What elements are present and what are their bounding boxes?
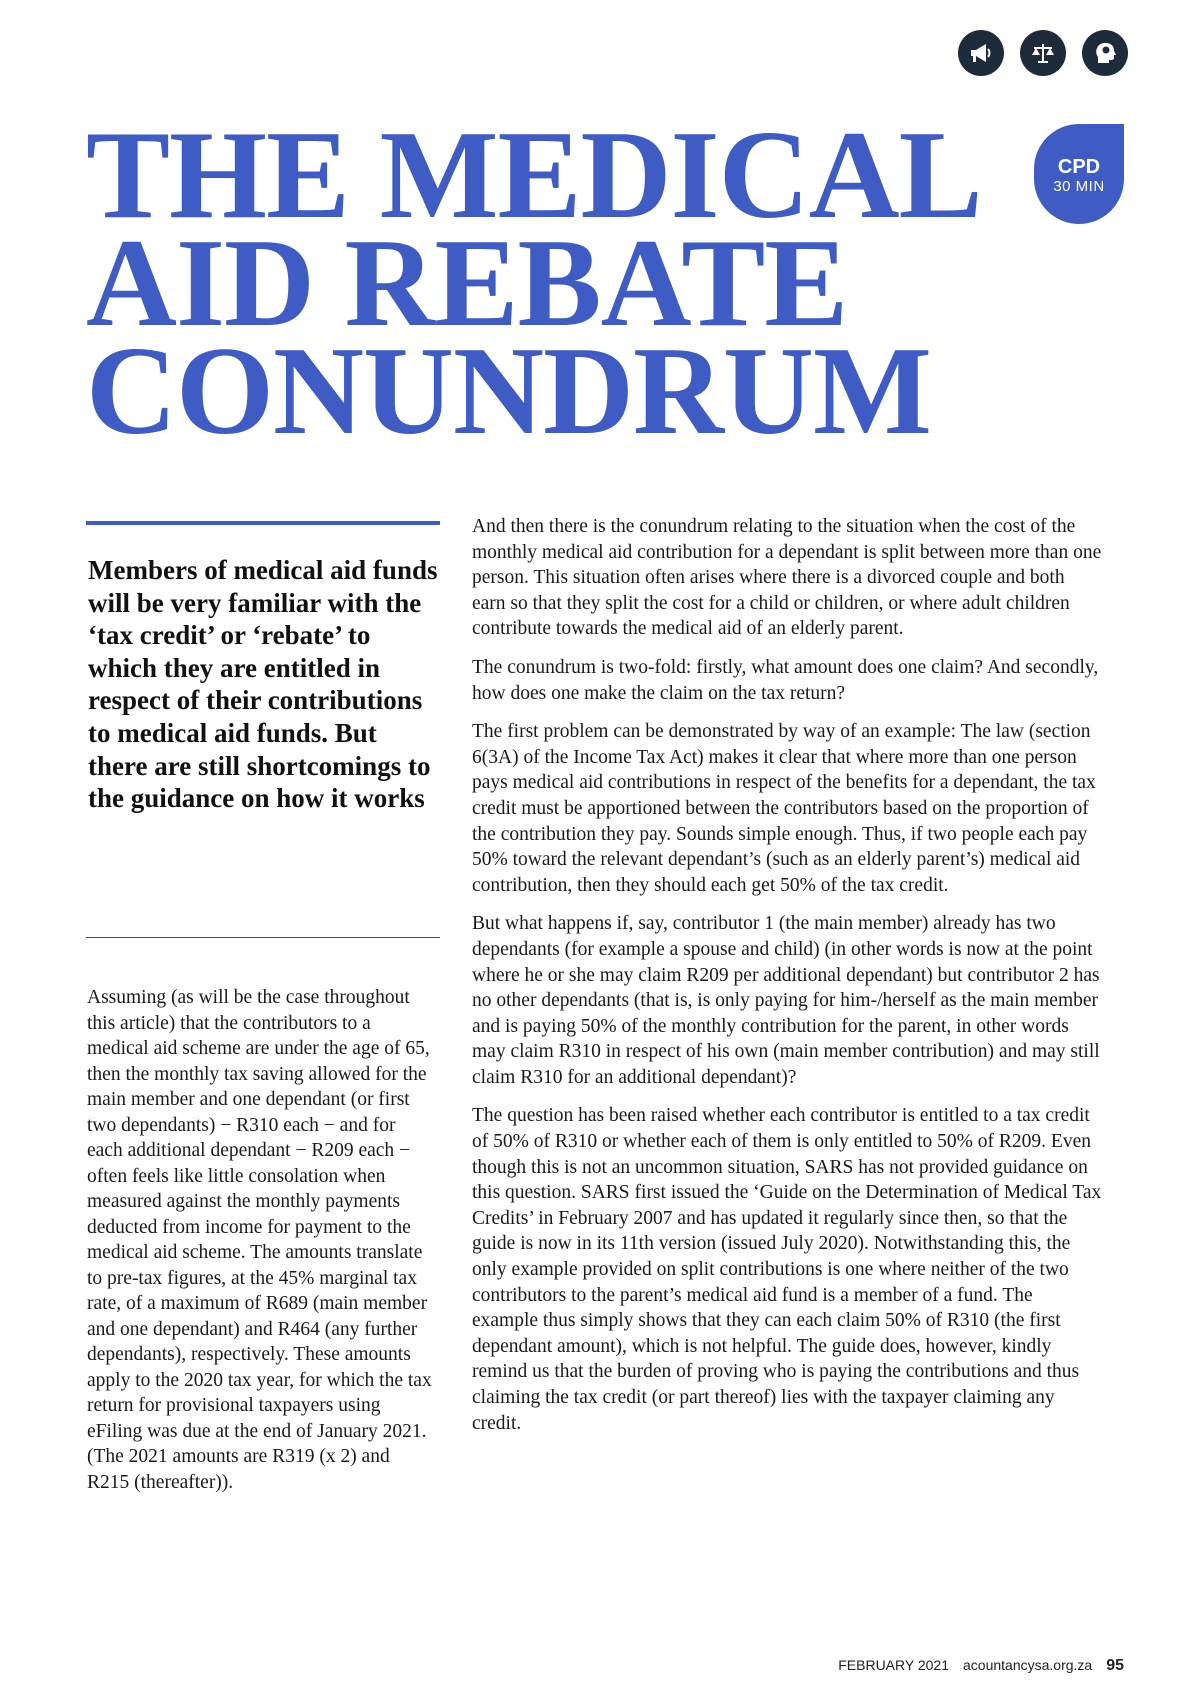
page-footer bbox=[0, 1657, 1124, 1675]
right-paragraph-4: But what happens if, say, contributor 1 (the main member) already has two dependants (for example a spouse and child) (in other words is now at the point where he or she may claim R209 per additional dependant) but contributor 2 has no other dependants (that is, is only paying for him-/herself as the main member and is paying 50% of the monthly contribution for the parent, in other words may claim R310 in respect of his own (main member contribution) and may still claim R310 for an additional dependant)? bbox=[472, 913, 1100, 1088]
title-line-1: THE MEDICAL bbox=[86, 106, 982, 245]
right-paragraph-1: And then there is the conundrum relating to the situation when the cost of the monthly medical aid contribution for a dependant is split between more than one person. This situation often arises where there is a divorced couple and both earn so that they split the cost for a child or children, or where adult children contribute towards the medical aid of an elderly parent. bbox=[472, 516, 1102, 640]
right-paragraph-5: The question has been raised whether each contributor is entitled to a tax credit of 50% of R310 or whether each of them is only entitled to 50% of R209. Even though this is not an uncommon situation, SARS has not provided guidance on this question. SARS first issued the ‘Guide on the Determination of Medical Tax Credits’ in February 2007 and has updated it regularly since then, so that the guide is now in its 11th version (issued July 2020). Notwithstanding this, the only example provided on split contributions is one where neither of the two contributors to the parent’s medical aid fund is a member of a fund. The example thus simply shows that they can each claim 50% of R310 (the first dependant amount), which is not helpful. The guide does, however, kindly remind us that the burden of proving who is paying the contributions and thus claiming the tax credit (or part thereof) lies with the taxpayer claiming any credit. bbox=[472, 1105, 1102, 1434]
intro-standfirst: Members of medical aid funds will be very familiar with the ‘tax credit’ or ‘rebate’ to which they are entitled in respect of their contributions to medical aid funds. But there are still shortcomings to the guidance on how it works bbox=[88, 555, 438, 814]
right-paragraph-2: The conundrum is two-fold: firstly, what amount does one claim? And secondly, how does one make the claim on the tax return? bbox=[472, 656, 1099, 704]
intro-top-rule bbox=[86, 521, 440, 525]
right-column bbox=[472, 514, 1102, 1436]
left-column bbox=[87, 985, 432, 1495]
head-icon bbox=[1082, 30, 1128, 76]
cpd-badge bbox=[1034, 124, 1124, 224]
megaphone-icon bbox=[958, 30, 1004, 76]
article-title bbox=[86, 106, 982, 461]
cpd-label: CPD bbox=[1057, 156, 1101, 178]
title-line-2: AID REBATE bbox=[86, 214, 848, 353]
footer-site: acountancysa.org.za bbox=[963, 1657, 1093, 1673]
page-number: 95 bbox=[1106, 1657, 1124, 1674]
title-line-3: CONUNDRUM bbox=[86, 322, 931, 461]
cpd-duration: 30 MIN bbox=[1053, 178, 1105, 195]
right-paragraph-3: The first problem can be demonstrated by way of an example: The law (section 6(3A) of the Income Tax Act) makes it clear that where more than one person pays medical aid contributions in respect of the benefits for a dependant, the tax credit must be apportioned between the contributors based on the proportion of the contribution they pay. Sounds simple enough. Thus, if two people each pay 50% toward the relevant dependant’s (such as an elderly parent’s) medical aid contribution, then they should each get 50% of the tax credit. bbox=[472, 721, 1096, 896]
scales-icon bbox=[1020, 30, 1066, 76]
category-icons bbox=[958, 30, 1128, 76]
left-paragraph: Assuming (as will be the case throughout this article) that the contributors to a medical aid scheme are under the age of 65, then the monthly tax saving allowed for the main member and one dependant (or first two dependants) − R310 each − and for each additional dependant − R209 each − often feels like little consolation when measured against the monthly payments deducted from income for payment to the medical aid scheme. The amounts translate to pre-tax figures, at the 45% marginal tax rate, of a maximum of R689 (main member and one dependant) and R464 (any further dependants), respectively. These amounts apply to the 2020 tax year, for which the tax return for provisional taxpayers using eFiling was due at the end of January 2021. (The 2021 amounts are R319 (x 2) and R215 (thereafter)). bbox=[87, 987, 432, 1493]
intro-bottom-rule bbox=[86, 937, 440, 938]
footer-date: FEBRUARY 2021 bbox=[838, 1657, 949, 1673]
